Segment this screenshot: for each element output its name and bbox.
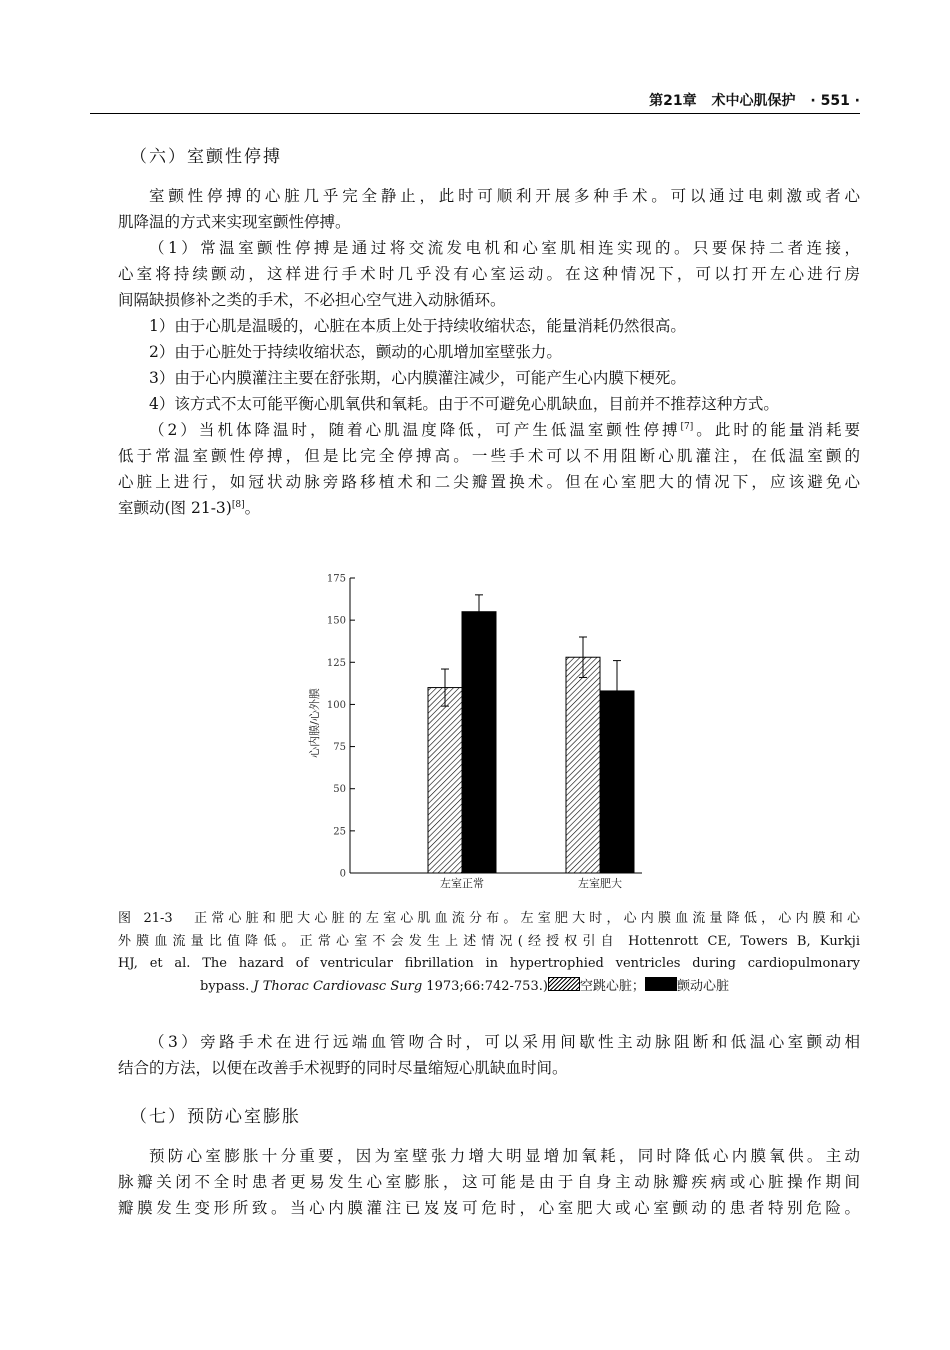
sub-item-4: 4）该方式不太可能平衡心肌氧供和氧耗。由于不可避免心肌缺血，目前并不推荐这种方式。 (149, 395, 779, 413)
chart-bars (428, 595, 634, 873)
citation-7: [7] (680, 421, 694, 432)
section-6-intro (118, 183, 860, 235)
item-1-line-2: 心室将持续颤动，这样进行手术时几乎没有心室运动。在这种情况下，可以打开左心进行房 (118, 265, 860, 283)
item-2-line-4: 室颤动(图 21-3)[8]。 (118, 499, 261, 517)
figure-21-3-chart (290, 568, 650, 900)
section-7-paragraph (118, 1143, 860, 1221)
legend-solid-swatch (645, 977, 677, 991)
section-7-line-2: 脉瓣关闭不全时患者更易发生心室膨胀，这可能是由于自身主动脉瓣疾病或心脏操作期间 (118, 1173, 860, 1191)
y-tick-label: 75 (333, 742, 346, 754)
item-2-paragraph (118, 417, 860, 521)
item-3-line-2: 结合的方法，以便在改善手术视野的同时尽量缩短心肌缺血时间。 (118, 1059, 568, 1077)
y-tick-label: 100 (326, 699, 346, 711)
intro-line-2: 肌降温的方式来实现室颤性停搏。 (118, 213, 351, 231)
sub-item-3: 3）由于心内膜灌注主要在舒张期，心内膜灌注减少，可能产生心内膜下梗死。 (149, 369, 686, 387)
chapter-title: 术中心肌保护 (711, 93, 796, 109)
y-tick-label: 50 (333, 784, 346, 796)
item-1-paragraph (118, 235, 860, 313)
running-header (560, 90, 860, 110)
legend-hatch-swatch (548, 977, 580, 991)
legend-hatch-label: 空跳心脏； (579, 978, 645, 994)
item-3-line-1: （3）旁路手术在进行远端血管吻合时，可以采用间歇性主动脉阻断和低温心室颤动相 (149, 1033, 860, 1051)
sub-item-2: 2）由于心脏处于持续收缩状态，颤动的心肌增加室壁张力。 (149, 343, 562, 361)
figure-caption (118, 908, 860, 998)
intro-line-1: 室颤性停搏的心脏几乎完全静止，此时可顺利开展多种手术。可以通过电刺激或者心 (149, 187, 860, 205)
y-tick-label: 175 (326, 573, 346, 585)
y-tick-label: 0 (339, 868, 346, 880)
y-tick-label: 150 (326, 615, 346, 627)
section-7-line-3: 瓣膜发生变形所致。当心内膜灌注已岌岌可危时，心室肥大或心室颤动的患者特别危险。 (118, 1199, 860, 1217)
x-category-label: 左室肥大 (578, 877, 622, 890)
y-tick-label: 125 (326, 657, 346, 669)
item-2-line-2: 低于常温室颤性停搏，但是比完全停搏高。一些手术可以不用阻断心肌灌注，在低温室颤的 (118, 447, 860, 465)
journal-name: J Thorac Cardiovasc Surg (253, 978, 423, 994)
sub-item-1: 1）由于心肌是温暖的，心脏在本质上处于持续收缩状态，能量消耗仍然很高。 (149, 317, 686, 335)
bar-空跳心脏-左室正常 (428, 688, 462, 873)
item-2-line-1: （2）当机体降温时，随着心肌温度降低，可产生低温室颤性停搏[7]。此时的能量消耗要 (149, 421, 860, 439)
chapter-number: 第21章 (649, 93, 697, 109)
section-6-heading: （六）室颤性停搏 (130, 147, 282, 167)
item-3-paragraph (118, 1029, 860, 1081)
item-1-line-1: （1）常温室颤性停搏是通过将交流发电机和心室肌相连实现的。只要保持二者连接， (149, 239, 860, 257)
x-category-label: 左室正常 (440, 877, 484, 890)
caption-line-2: 外膜血流量比值降低。正常心室不会发生上述情况(经授权引自 Hottenrott CE, Towers B, Kurkji (118, 933, 860, 949)
header-rule (90, 113, 860, 114)
section-7-heading: （七）预防心室膨胀 (130, 1107, 301, 1127)
citation-8: [8] (231, 499, 245, 510)
y-tick-label: 25 (333, 826, 346, 838)
legend-solid-label: 颤动心脏 (676, 978, 729, 994)
caption-line-4: bypass. J Thorac Cardiovasc Surg 1973;66:742-753.) 空跳心脏； 颤动心脏 (200, 978, 729, 994)
caption-line-3: HJ, et al. The hazard of ventricular fibrillation in hypertrophied ventricles during cardiopulmonary (118, 956, 860, 971)
y-axis-label: 心内膜/心外膜 (308, 688, 321, 758)
page-number: · 551 · (810, 93, 860, 109)
item-2-line-3: 心脏上进行，如冠状动脉旁路移植术和二尖瓣置换术。但在心室肥大的情况下，应该避免心 (118, 473, 860, 491)
section-7-line-1: 预防心室膨胀十分重要，因为室壁张力增大明显增加氧耗，同时降低心内膜氧供。主动 (149, 1147, 860, 1165)
bar-颤动心脏-左室正常 (462, 612, 496, 873)
item-1-line-3: 间隔缺损修补之类的手术，不必担心空气进入动脉循环。 (118, 291, 506, 309)
caption-line-1: 图 21-3 正常心脏和肥大心脏的左室心肌血流分布。左室肥大时，心内膜血流量降低，心内膜和心 (118, 911, 860, 926)
bar-空跳心脏-左室肥大 (566, 657, 600, 873)
